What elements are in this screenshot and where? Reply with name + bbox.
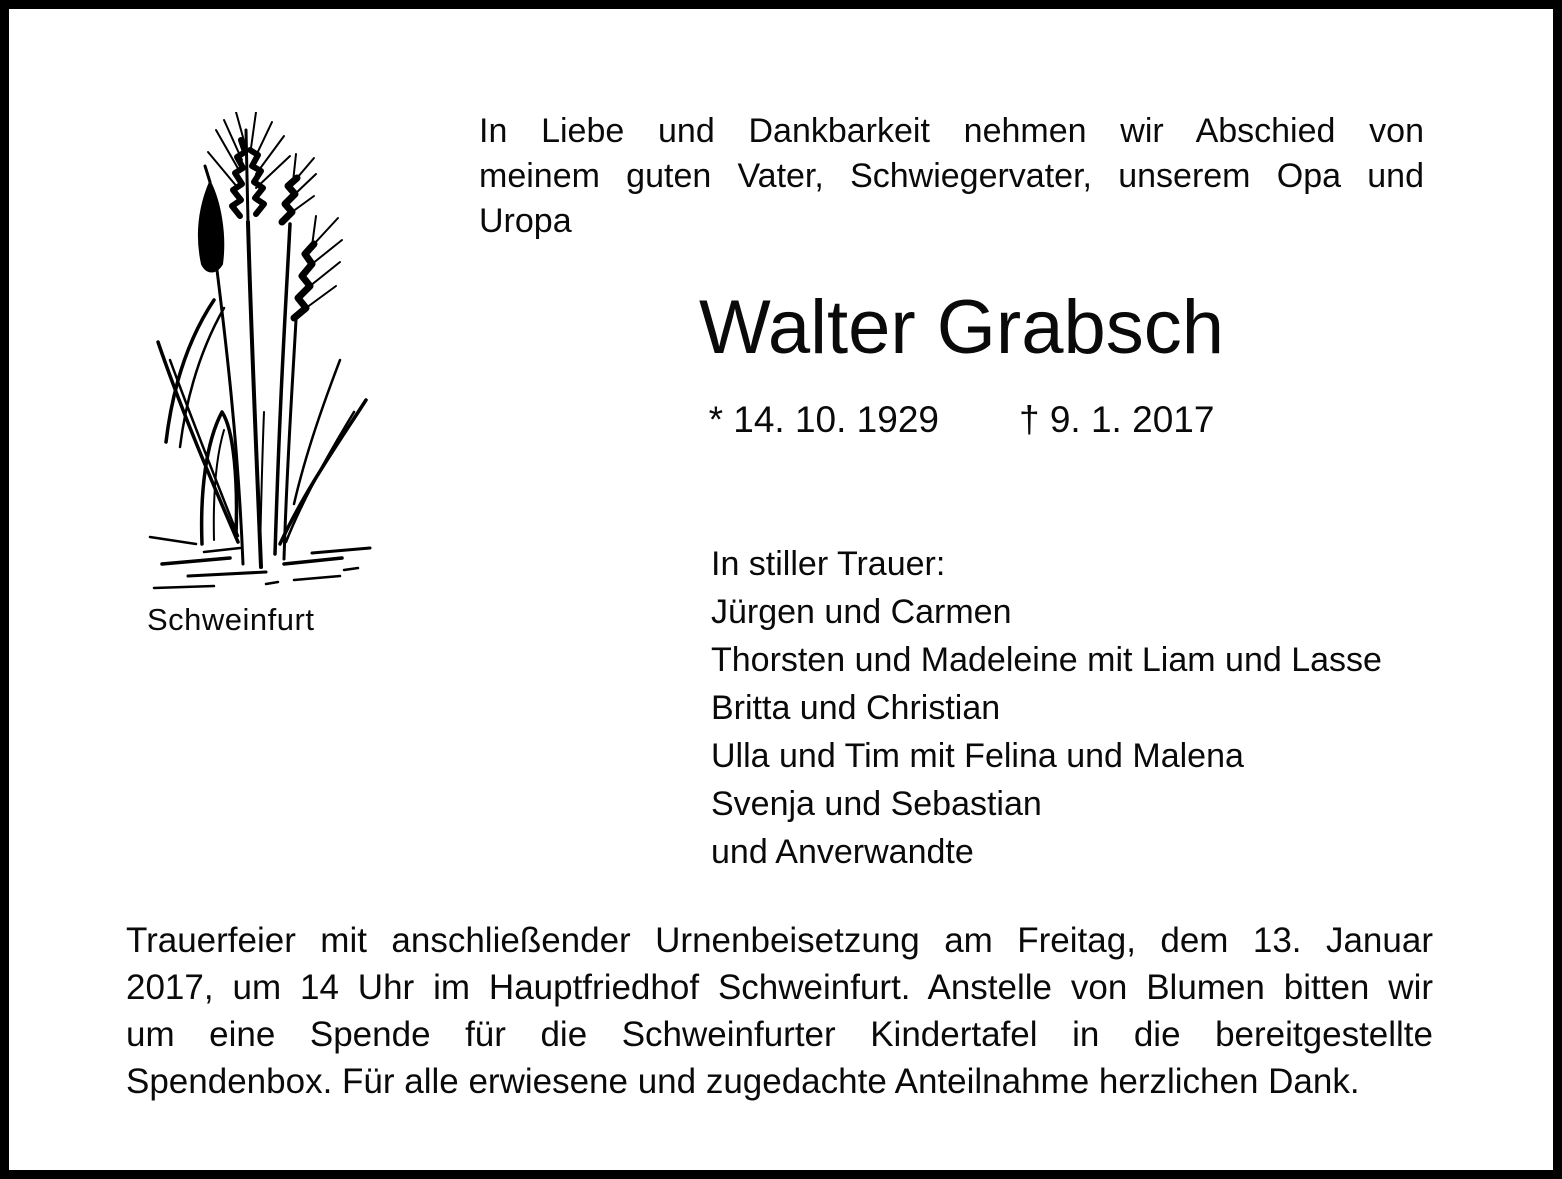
life-dates (479, 400, 1424, 440)
mourner-line: Jürgen und Carmen (711, 593, 1012, 631)
location-label: Schweinfurt (147, 602, 315, 637)
mourner-line: Ulla und Tim mit Felina und Malena (711, 737, 1244, 775)
intro-paragraph (479, 109, 1424, 244)
funeral-line: um eine Spende für die Schweinfurter Kindertafel in die bereitgestellte (126, 1015, 1433, 1054)
mourner-line: Britta und Christian (711, 689, 1001, 727)
death-date: † 9. 1. 2017 (1018, 399, 1215, 440)
mourner-line: Thorsten und Madeleine mit Liam und Lasse (711, 641, 1382, 679)
intro-line: In Liebe und Dankbarkeit nehmen wir Abschied von (479, 112, 1424, 150)
funeral-line: Spendenbox. Für alle erwiesene und zugedachte Anteilnahme herzlichen Dank. (126, 1062, 1360, 1101)
funeral-line: Trauerfeier mit anschließender Urnenbeisetzung am Freitag, dem 13. Januar (126, 921, 1433, 960)
mourner-line: Svenja und Sebastian (711, 785, 1042, 823)
mourners-heading: In stiller Trauer: (711, 545, 946, 583)
intro-line: meinem guten Vater, Schwiegervater, unserem Opa und (479, 157, 1424, 195)
intro-line: Uropa (479, 202, 572, 240)
wheat-icon (144, 112, 374, 592)
funeral-line: 2017, um 14 Uhr im Hauptfriedhof Schweinfurt. Anstelle von Blumen bitten wir (126, 968, 1433, 1007)
mourners-list (711, 540, 1382, 876)
deceased-name: Walter Grabsch (698, 285, 1225, 370)
mourner-line: und Anverwandte (711, 833, 974, 871)
funeral-paragraph (126, 917, 1433, 1105)
birth-date: * 14. 10. 1929 (708, 399, 939, 440)
